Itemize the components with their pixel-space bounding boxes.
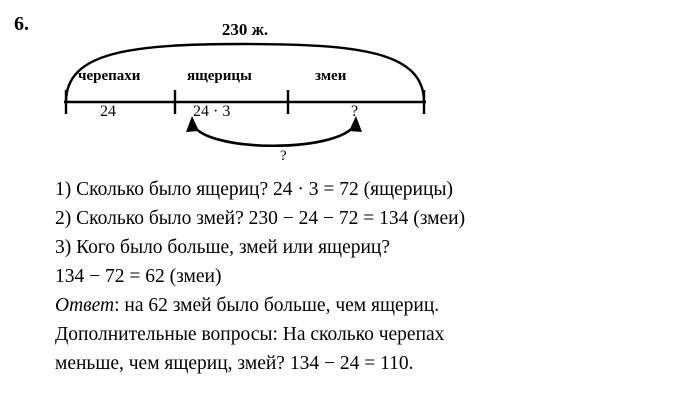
problem-number: 6. bbox=[14, 13, 29, 35]
bar-diagram bbox=[60, 8, 430, 168]
segment-value-snakes: ? bbox=[351, 103, 359, 120]
question-arrow bbox=[192, 121, 356, 146]
segment-value-lizards: 24 · 3 bbox=[193, 103, 231, 120]
solution-step-1: 1) Сколько было ящериц? 24 · 3 = 72 (ящерицы) bbox=[55, 179, 453, 200]
arrow-question-label: ? bbox=[280, 148, 287, 164]
answer-line bbox=[55, 291, 675, 320]
solution-text bbox=[55, 175, 675, 378]
extra-question-line-1: Дополнительные вопросы: На сколько черепах bbox=[55, 324, 445, 345]
solution-step-3-calc: 134 − 72 = 62 (змеи) bbox=[55, 266, 222, 287]
solution-step-3: 3) Кого было больше, змей или ящериц? bbox=[55, 237, 391, 258]
segment-label-turtles: черепахи bbox=[78, 68, 141, 84]
diagram-total-label: 230 ж. bbox=[221, 20, 269, 39]
extra-question-line-2: меньше, чем ящериц, змей? 134 − 24 = 110. bbox=[55, 353, 414, 374]
answer-label: Ответ bbox=[55, 295, 115, 316]
segment-label-snakes: змеи bbox=[315, 68, 347, 84]
segment-value-turtles: 24 bbox=[100, 103, 116, 120]
segment-label-lizards: ящерицы bbox=[187, 68, 252, 84]
answer-value: : на 62 змей было больше, чем ящериц. bbox=[114, 295, 440, 316]
solution-step-2: 2) Сколько было змей? 230 − 24 − 72 = 134 (змеи) bbox=[55, 208, 466, 229]
